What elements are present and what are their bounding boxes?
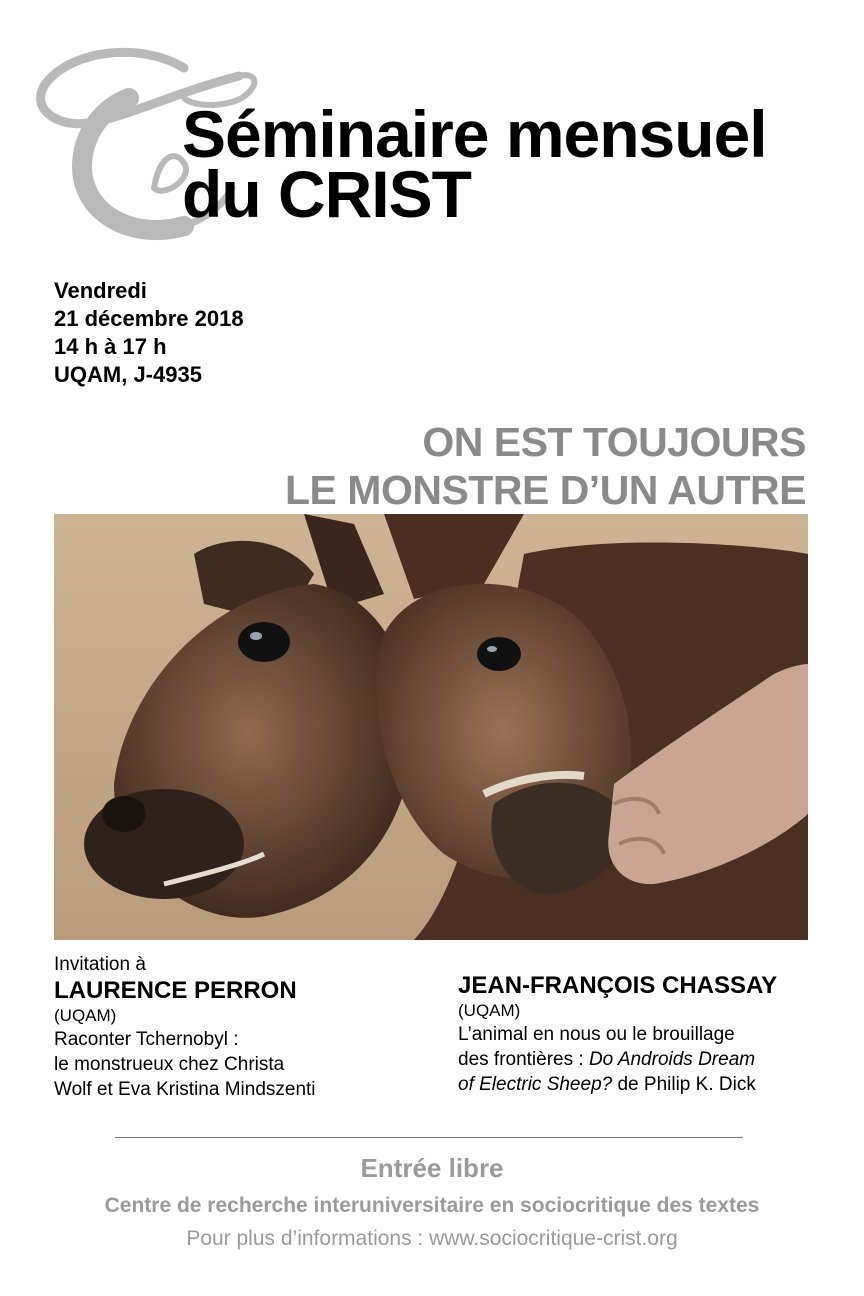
speaker-2-book-title-part-1: Do Androids Dream (588, 1049, 756, 1070)
speaker-1-talk-line-1: Raconter Tchernobyl : (54, 1029, 239, 1050)
organization-name: Centre de recherche interuniversitaire en sociocritique des textes (104, 1194, 760, 1217)
theme-line-1: ON EST TOUJOURS (422, 419, 806, 465)
event-location: UQAM, J-4935 (54, 362, 202, 387)
event-day: Vendredi (54, 278, 147, 303)
two-headed-calf-photo (54, 514, 808, 940)
info-link-text: Pour plus d’informations : www.sociocritique-crist.org (186, 1227, 678, 1250)
page-title (182, 97, 767, 231)
speaker-2-book-title-part-2: of Electric Sheep? (458, 1074, 613, 1095)
speaker-2-name: JEAN-FRANÇOIS CHASSAY (458, 972, 778, 999)
footer-divider (115, 1137, 743, 1138)
speaker-1-talk-line-3: Wolf et Eva Kristina Mindszenti (54, 1079, 316, 1100)
event-details (54, 277, 244, 389)
speaker-2-talk-line-3 (458, 1072, 818, 1097)
speaker-2-talk-line-3-plain: de Philip K. Dick (612, 1074, 756, 1095)
seminar-theme (285, 418, 806, 514)
speaker-2-talk-line-2 (458, 1047, 818, 1072)
speaker-2-institution: (UQAM) (458, 1001, 521, 1020)
title-line-2: du CRIST (182, 157, 471, 231)
theme-line-2: LE MONSTRE D’UN AUTRE (285, 467, 806, 513)
title-line-1: Séminaire mensuel (182, 97, 767, 171)
speaker-2-talk-line-2-plain: des frontières : (458, 1049, 589, 1070)
speaker-2 (458, 972, 818, 1097)
speaker-1-name: LAURENCE PERRON (54, 977, 297, 1004)
event-time: 14 h à 17 h (54, 334, 167, 359)
speaker-2-talk-line-1: L’animal en nous ou le brouillage (458, 1024, 735, 1045)
speaker-1-institution: (UQAM) (54, 1006, 117, 1025)
invitation-label: Invitation à (54, 954, 146, 975)
event-date: 21 décembre 2018 (54, 306, 244, 331)
speaker-1 (54, 952, 434, 1102)
admission-text: Entrée libre (360, 1153, 504, 1183)
speaker-1-talk-line-2: le monstrueux chez Christa (54, 1054, 285, 1075)
